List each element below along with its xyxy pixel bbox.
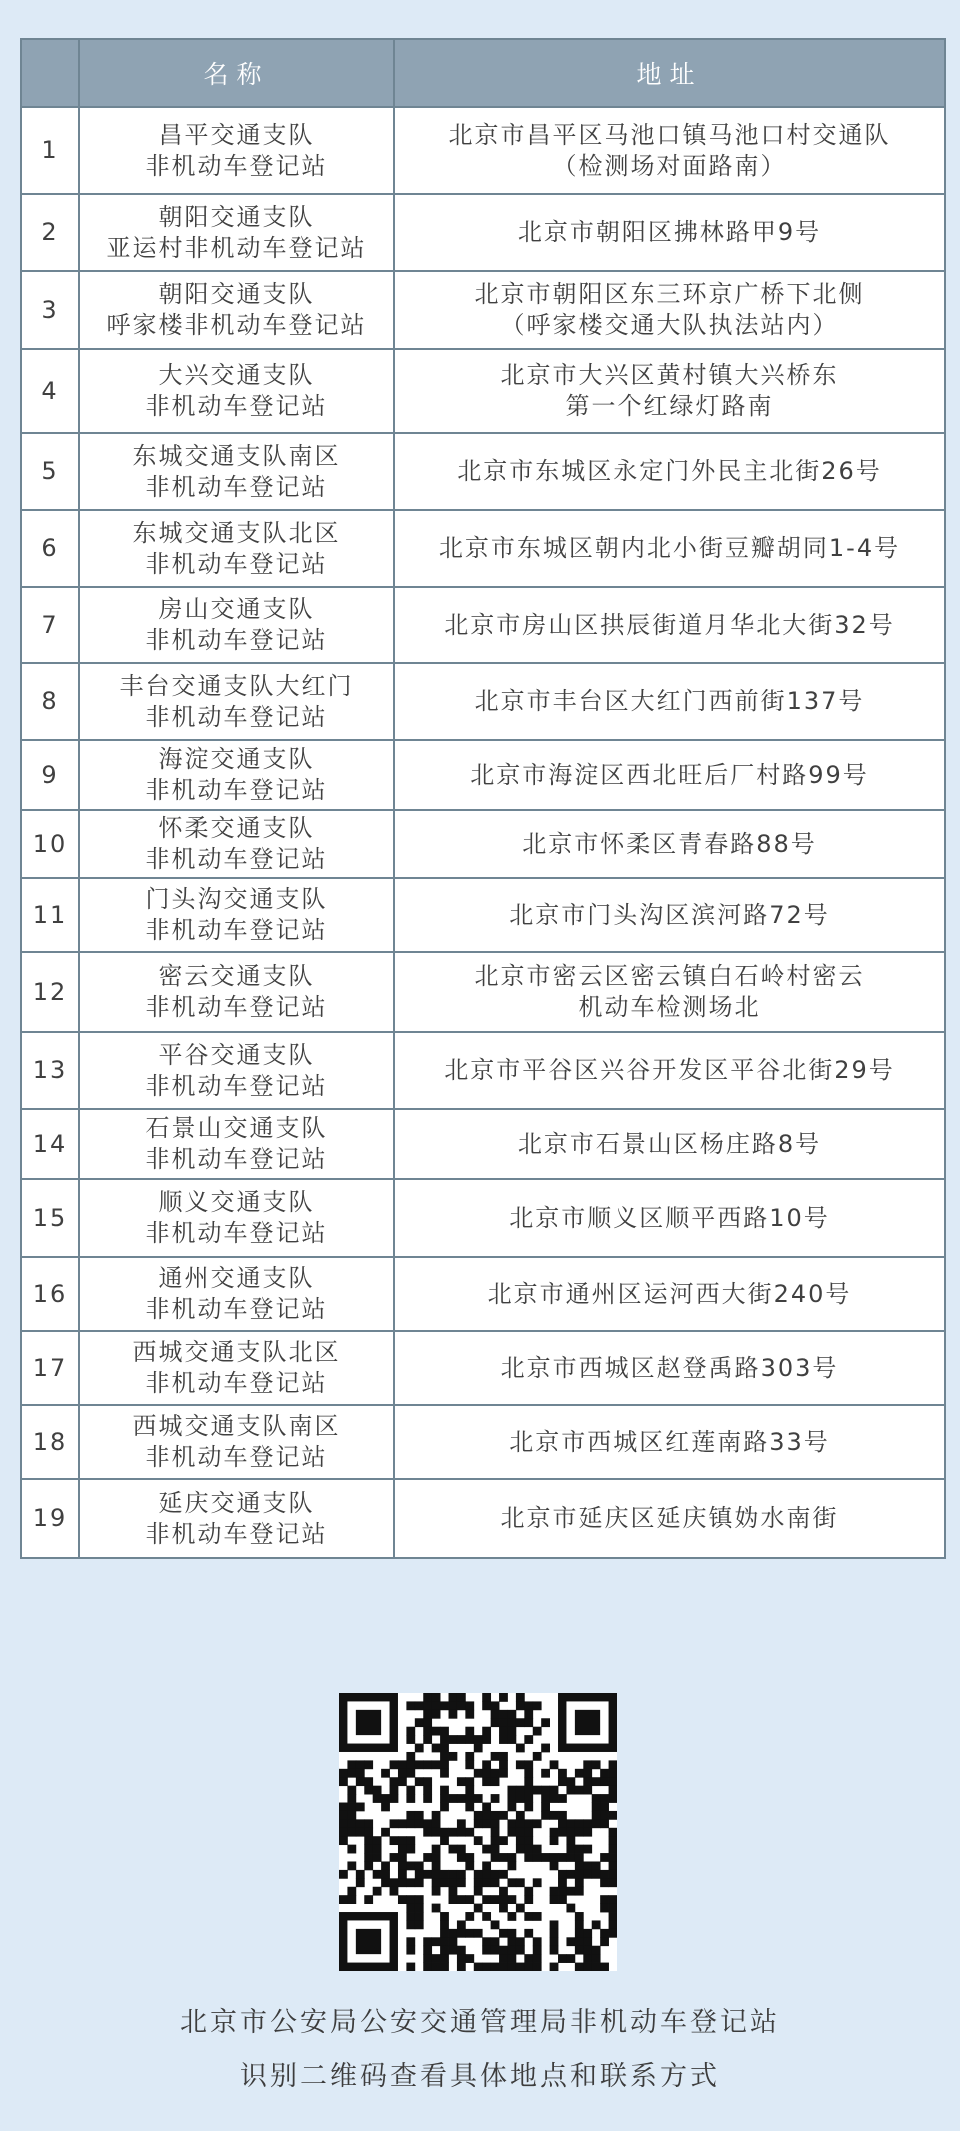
station-address-line: 北京市东城区永定门外民主北街26号: [457, 457, 882, 485]
table-row: [21, 952, 945, 1032]
qr-code[interactable]: [339, 1693, 617, 1971]
station-name: [79, 271, 394, 349]
station-name-line: 非机动车登记站: [145, 1519, 328, 1548]
table-row: [21, 433, 945, 510]
station-address-line: 北京市西城区赵登禹路303号: [500, 1353, 839, 1382]
caption-line-1: 北京市公安局公安交通管理局非机动车登记站: [180, 2007, 780, 2038]
station-name-line: 非机动车登记站: [145, 1071, 328, 1100]
station-name-line: 大兴交通支队: [158, 361, 315, 389]
station-name-line: 非机动车登记站: [145, 916, 328, 944]
row-index: 12: [21, 952, 79, 1032]
station-address-line: 北京市西城区红莲南路33号: [509, 1427, 830, 1456]
row-index: 5: [21, 433, 79, 510]
station-name: [79, 810, 394, 878]
qr-code-icon: [339, 1693, 617, 1971]
table-body: [21, 107, 945, 1558]
station-name-line: 西城交通支队北区: [132, 1338, 341, 1366]
station-address: [394, 271, 945, 349]
station-name: [79, 1331, 394, 1405]
caption-line-2: 识别二维码查看具体地点和联系方式: [240, 2061, 720, 2092]
station-name-line: 丰台交通支队大红门: [119, 671, 354, 700]
row-index: 1: [21, 107, 79, 194]
station-name-line: 房山交通支队: [158, 595, 315, 623]
station-address: [394, 433, 945, 510]
station-name: [79, 510, 394, 587]
station-address: [394, 810, 945, 878]
station-name: [79, 587, 394, 663]
table-row: [21, 1405, 945, 1479]
station-address: [394, 1179, 945, 1257]
table-row: [21, 810, 945, 878]
station-name-line: 昌平交通支队: [158, 120, 315, 149]
table-row: [21, 1331, 945, 1405]
station-name: [79, 107, 394, 194]
table-row: [21, 271, 945, 349]
station-name: [79, 433, 394, 510]
station-name-line: 非机动车登记站: [145, 1145, 328, 1173]
station-name-line: 通州交通支队: [158, 1264, 315, 1292]
row-index: 7: [21, 587, 79, 663]
station-address: [394, 878, 945, 952]
station-name: [79, 1032, 394, 1109]
station-address-line: 北京市石景山区杨庄路8号: [517, 1129, 822, 1158]
table-row: [21, 878, 945, 952]
station-name-line: 亚运村非机动车登记站: [106, 233, 367, 262]
station-name-line: 西城交通支队南区: [132, 1412, 341, 1440]
station-name-line: 朝阳交通支队: [158, 202, 315, 231]
station-address-line: 北京市昌平区马池口镇马池口村交通队: [448, 120, 891, 149]
station-address: [394, 1405, 945, 1479]
station-address: [394, 107, 945, 194]
station-name-line: 朝阳交通支队: [158, 280, 315, 308]
station-name-line: 密云交通支队: [158, 962, 315, 990]
station-name-line: 非机动车登记站: [145, 549, 328, 578]
table-row: [21, 1032, 945, 1109]
station-name-line: 非机动车登记站: [145, 776, 328, 804]
row-index: 15: [21, 1179, 79, 1257]
station-address: [394, 1479, 945, 1558]
table-row: [21, 1257, 945, 1331]
row-index: 8: [21, 663, 79, 740]
table-row: [21, 1179, 945, 1257]
station-name: [79, 1179, 394, 1257]
row-index: 13: [21, 1032, 79, 1109]
station-address-line: 北京市密云区密云镇白石岭村密云: [474, 962, 865, 990]
station-address-line: 机动车检测场北: [578, 993, 761, 1021]
station-name-line: 非机动车登记站: [145, 392, 328, 420]
station-name-line: 非机动车登记站: [145, 702, 328, 731]
station-name-line: 平谷交通支队: [158, 1040, 315, 1069]
station-name: [79, 878, 394, 952]
station-address: [394, 510, 945, 587]
station-address-line: 北京市通州区运河西大街240号: [487, 1279, 852, 1308]
station-name: [79, 1405, 394, 1479]
station-name-line: 非机动车登记站: [145, 1219, 328, 1247]
row-index: 6: [21, 510, 79, 587]
header-name: 名称: [79, 39, 394, 107]
station-address: [394, 1109, 945, 1179]
station-name: [79, 1109, 394, 1179]
table-row: [21, 349, 945, 433]
station-address: [394, 1257, 945, 1331]
station-name-line: 东城交通支队南区: [132, 441, 341, 470]
row-index: 16: [21, 1257, 79, 1331]
station-address-line: 北京市丰台区大红门西前街137号: [474, 687, 865, 715]
station-address: [394, 663, 945, 740]
station-address-line: 北京市东城区朝内北小街豆瓣胡同1-4号: [438, 534, 901, 562]
station-address-line: 北京市朝阳区东三环京广桥下北侧: [474, 280, 865, 308]
station-address-line: （呼家楼交通大队执法站内）: [500, 311, 839, 339]
station-name: [79, 349, 394, 433]
row-index: 14: [21, 1109, 79, 1179]
station-address-line: （检测场对面路南）: [552, 151, 787, 180]
station-name-line: 石景山交通支队: [145, 1114, 328, 1142]
header-index: [21, 39, 79, 107]
station-table: [20, 38, 946, 1559]
station-name: [79, 952, 394, 1032]
station-name: [79, 663, 394, 740]
row-index: 3: [21, 271, 79, 349]
station-address: [394, 740, 945, 810]
station-name-line: 海淀交通支队: [158, 745, 315, 773]
row-index: 18: [21, 1405, 79, 1479]
row-index: 19: [21, 1479, 79, 1558]
row-index: 9: [21, 740, 79, 810]
station-name: [79, 740, 394, 810]
station-address-line: 北京市朝阳区拂林路甲9号: [517, 218, 822, 246]
station-name-line: 非机动车登记站: [145, 993, 328, 1021]
table-header-row: [21, 39, 945, 107]
table-row: [21, 587, 945, 663]
station-address-line: 北京市门头沟区滨河路72号: [509, 900, 830, 929]
station-address: [394, 952, 945, 1032]
station-name-line: 非机动车登记站: [145, 1295, 328, 1323]
station-address: [394, 194, 945, 271]
station-address-line: 北京市怀柔区青春路88号: [522, 829, 817, 858]
row-index: 10: [21, 810, 79, 878]
station-name: [79, 1479, 394, 1558]
station-address-line: 第一个红绿灯路南: [565, 392, 774, 420]
station-name-line: 非机动车登记站: [145, 1369, 328, 1397]
station-name-line: 呼家楼非机动车登记站: [106, 311, 367, 339]
station-address-line: 北京市平谷区兴谷开发区平谷北街29号: [444, 1056, 895, 1084]
station-name: [79, 1257, 394, 1331]
station-name-line: 延庆交通支队: [158, 1488, 315, 1517]
station-address-line: 北京市延庆区延庆镇妫水南街: [500, 1504, 839, 1532]
station-address-line: 北京市海淀区西北旺后厂村路99号: [470, 760, 869, 789]
station-name-line: 非机动车登记站: [145, 151, 328, 180]
table-row: [21, 194, 945, 271]
header-address: 地址: [394, 39, 945, 107]
station-address: [394, 587, 945, 663]
table-row: [21, 510, 945, 587]
table-row: [21, 663, 945, 740]
station-name-line: 非机动车登记站: [145, 472, 328, 501]
station-address-line: 北京市房山区拱辰街道月华北大街32号: [444, 610, 895, 639]
station-address-line: 北京市大兴区黄村镇大兴桥东: [500, 361, 839, 389]
station-name-line: 门头沟交通支队: [145, 885, 328, 913]
row-index: 4: [21, 349, 79, 433]
station-name-line: 怀柔交通支队: [158, 814, 315, 842]
table-row: [21, 740, 945, 810]
station-name-line: 非机动车登记站: [145, 845, 328, 873]
table-row: [21, 1479, 945, 1558]
station-address: [394, 1331, 945, 1405]
row-index: 17: [21, 1331, 79, 1405]
row-index: 11: [21, 878, 79, 952]
table-row: [21, 1109, 945, 1179]
table-row: [21, 107, 945, 194]
station-name: [79, 194, 394, 271]
station-name-line: 非机动车登记站: [145, 626, 328, 654]
station-address-line: 北京市顺义区顺平西路10号: [509, 1203, 830, 1232]
station-address: [394, 1032, 945, 1109]
station-address: [394, 349, 945, 433]
row-index: 2: [21, 194, 79, 271]
station-name-line: 东城交通支队北区: [132, 518, 341, 547]
station-name-line: 非机动车登记站: [145, 1443, 328, 1471]
station-name-line: 顺义交通支队: [158, 1188, 315, 1216]
